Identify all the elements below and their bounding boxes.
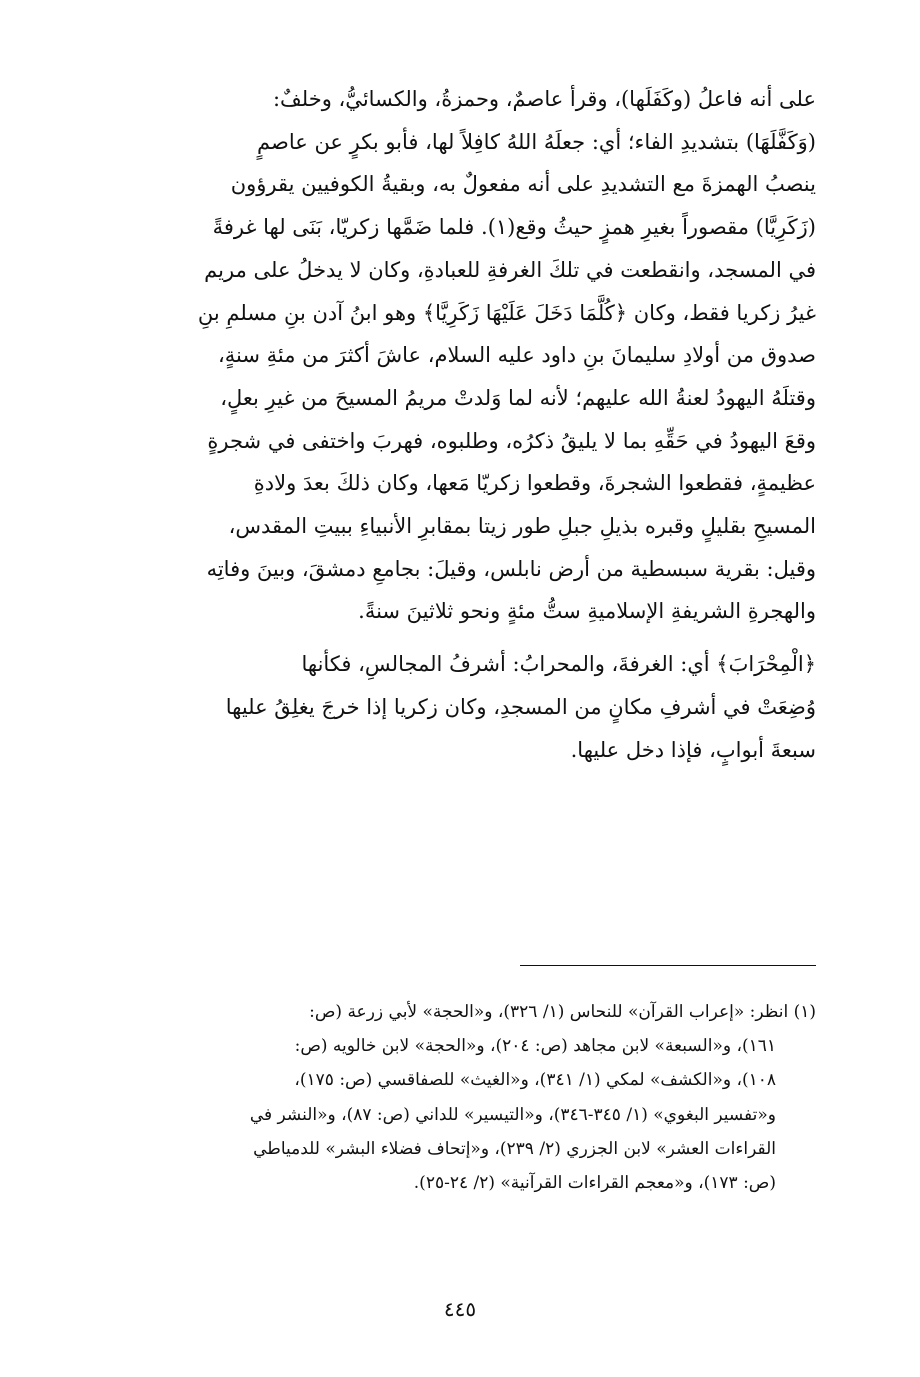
- text-line: وقعَ اليهودُ في حَقِّهِ بما لا يليقُ ذكرُه، وطلبوه، فهربَ واختفى في شجرةٍ: [207, 428, 816, 453]
- text-line: وقيل: بقرية سبسطية من أرض نابلس، وقيلَ: بجامعِ دمشقَ، وبينَ وفاتِه: [206, 556, 816, 581]
- footnote-line: القراءات العشر» لابن الجزري (٢/ ٢٣٩)، و«إتحاف فضلاء البشر» للدمياطي: [253, 1138, 776, 1159]
- page-number: ٤٤٥: [443, 1297, 477, 1321]
- footnote-line: (ص: ١٧٣)، و«معجم القراءات القرآنية» (٢/ ٢٤-٢٥).: [413, 1173, 776, 1194]
- text-line: وقتلَهُ اليهودُ لعنةُ الله عليهم؛ لأنه لما وَلدتْ مريمُ المسيحَ من غيرِ بعلٍ،: [220, 385, 816, 410]
- text-line: عظيمةٍ، فقطعوا الشجرةَ، وقطعوا زكريّا مَعها، وكان ذلكَ بعدَ ولادةِ: [253, 471, 816, 496]
- text-line: (وَكَفَّلَهَا) بتشديدِ الفاء؛ أي: جعلَهُ اللهُ كافِلاً لها، فأبو بكرٍ عن عاصمٍ: [257, 129, 816, 154]
- text-line: غيرُ زكريا فقط، وكان ﴿كُلَّمَا دَخَلَ عَلَيْهَا زَكَرِيَّا﴾ وهو ابنُ آدن بنِ مسلمِ بنِ: [197, 300, 816, 325]
- main-text: [92, 78, 816, 771]
- text-line: (زَكَرِيَّا) مقصوراً بغيرِ همزٍ حيثُ وقع(١). فلما ضَمَّها زكريّا، بَنَى لها غرفةً: [212, 215, 816, 240]
- text-line: سبعةَ أبوابٍ، فإذا دخل عليها.: [570, 737, 816, 762]
- text-line: المسيحِ بقليلٍ وقبره بذيلِ جبلِ طور زيتا بمقابرِ الأنبياءِ ببيتِ المقدس،: [228, 514, 816, 539]
- footnote-line: (١) انظر: «إعراب القرآن» للنحاس (١/ ٣٢٦)، و«الحجة» لأبي زرعة (ص:: [309, 1002, 816, 1022]
- footnote-line: و«تفسير البغوي» (١/ ٣٤٥-٣٤٦)، و«التيسير» للداني (ص: ٨٧)، و«النشر في: [249, 1104, 776, 1125]
- text-line: وُضِعَتْ في أشرفِ مكانٍ من المسجدِ، وكان زكريا إذا خرجَ يغلِقُ عليها: [225, 694, 816, 719]
- footnote-divider: [520, 965, 816, 966]
- paragraph-2: [92, 643, 816, 771]
- text-line: على أنه فاعلُ (وكَفَلَها)، وقرأ عاصمٌ، وحمزةُ، والكسائيُّ، وخلفٌ:: [272, 87, 816, 111]
- text-line: والهجرةِ الشريفةِ الإسلاميةِ ستُّ مئةٍ ونحو ثلاثينَ سنةً.: [358, 599, 816, 624]
- footnotes: [92, 995, 816, 1200]
- text-line: ﴿الْمِحْرَابَ﴾ أي: الغرفةَ، والمحرابُ: أشرفُ المجالسِ، فكأنها: [301, 652, 816, 677]
- text-line: ينصبُ الهمزةَ مع التشديدِ على أنه مفعولٌ به، وبقيةُ الكوفيين يقرؤون: [230, 172, 816, 197]
- text-line: صدوق من أولادِ سليمانَ بنِ داود عليه السلام، عاشَ أكثرَ من مئةِ سنةٍ،: [217, 343, 816, 368]
- footnote-line: ١٦١)، و«السبعة» لابن مجاهد (ص: ٢٠٤)، و«الحجة» لابن خالويه (ص:: [294, 1036, 776, 1057]
- footnote-line: ١٠٨)، و«الكشف» لمكي (١/ ٣٤١)، و«الغيث» للصفاقسي (ص: ١٧٥)،: [294, 1070, 776, 1091]
- text-line: في المسجد، وانقطعت في تلكَ الغرفةِ للعبادةِ، وكان لا يدخلُ على مريم: [204, 257, 816, 282]
- paragraph-1: [92, 78, 816, 633]
